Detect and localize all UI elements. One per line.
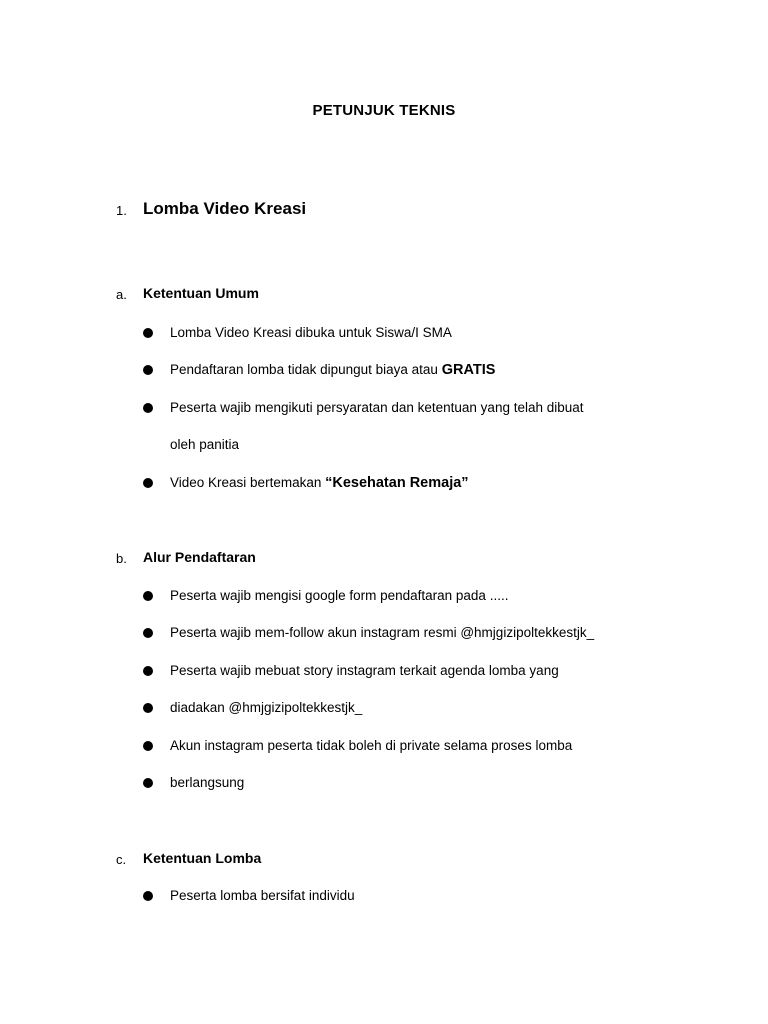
document-title: PETUNJUK TEKNIS (312, 102, 456, 119)
list-item (143, 886, 663, 908)
list-item-text: Peserta wajib mebuat story instagram terkait agenda lomba yang (170, 663, 559, 678)
bullet-icon (143, 628, 153, 638)
bullet-icon (143, 403, 153, 413)
list-item-text: Pendaftaran lomba tidak dipungut biaya atau GRATIS (170, 362, 496, 378)
section-number: 1. (116, 203, 127, 218)
list-item-text: Peserta wajib mem-follow akun instagram resmi @hmjgizipoltekkestjk_ (170, 625, 595, 640)
list-item-continuation: oleh panitia (170, 437, 240, 452)
list-item (143, 661, 663, 683)
list-item-text: Peserta lomba bersifat individu (170, 888, 355, 903)
list-item (143, 360, 663, 382)
subsection-letter-a: a. (116, 287, 127, 302)
list-item (143, 698, 663, 720)
bullet-icon (143, 365, 153, 375)
section-title: Lomba Video Kreasi (143, 199, 307, 218)
list-item (143, 473, 663, 495)
bullet-icon (143, 591, 153, 601)
list-item-text: Peserta wajib mengisi google form pendaftaran pada ..... (170, 588, 509, 603)
bullet-icon (143, 478, 153, 488)
list-item-text: Akun instagram peserta tidak boleh di private selama proses lomba (170, 738, 573, 753)
subsection-title-b: Alur Pendaftaran (143, 549, 256, 565)
bullet-icon (143, 891, 153, 901)
subsection-letter-c: c. (116, 852, 127, 867)
list-item (143, 623, 663, 645)
list-item (143, 323, 663, 345)
emphasis-text: “Kesehatan Remaja” (325, 475, 469, 491)
list-item-text: Lomba Video Kreasi dibuka untuk Siswa/I SMA (170, 325, 452, 340)
list-item-text: diadakan @hmjgizipoltekkestjk_ (170, 700, 363, 715)
list-item-text: Peserta wajib mengikuti persyaratan dan ketentuan yang telah dibuat (170, 400, 584, 415)
bullet-icon (143, 328, 153, 338)
list-item (143, 586, 663, 608)
bullet-icon (143, 666, 153, 676)
emphasis-text: GRATIS (441, 362, 496, 378)
bullet-icon (143, 703, 153, 713)
bullet-icon (143, 741, 153, 751)
subsection-title-c: Ketentuan Lomba (143, 850, 262, 866)
list-item (143, 773, 663, 795)
list-item (143, 736, 663, 758)
subsection-title-a: Ketentuan Umum (143, 285, 259, 301)
list-item (143, 398, 663, 420)
list-item-text: berlangsung (170, 775, 245, 790)
list-item-text: Video Kreasi bertemakan “Kesehatan Remaja” (170, 475, 469, 491)
subsection-letter-b: b. (116, 551, 127, 566)
bullet-icon (143, 778, 153, 788)
